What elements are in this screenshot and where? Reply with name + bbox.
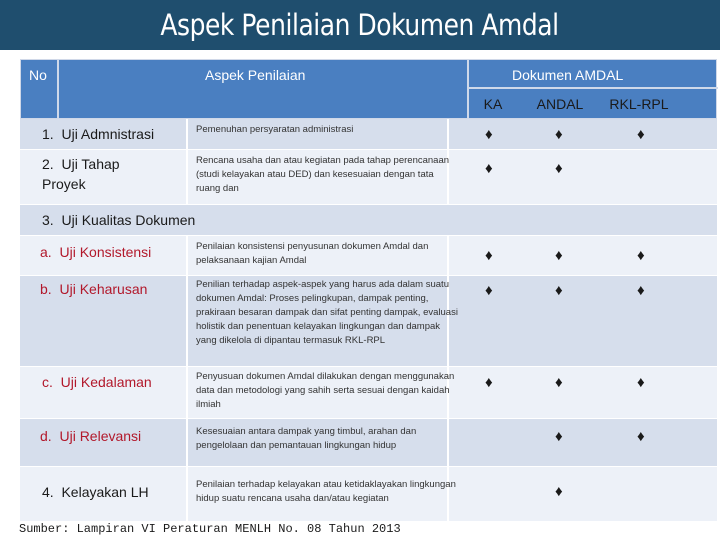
row-description: Kesesuaian antara dampak yang timbul, arahan dan pengelolaan dan pemantauan lingkungan hidup [196,426,417,451]
ka-mark-icon: ♦ [485,126,493,143]
andal-mark-icon: ♦ [555,483,563,500]
andal-mark-icon: ♦ [555,126,563,143]
page-title: Aspek Penilaian Dokumen Amdal [160,8,560,42]
row-description: Penyusuan dokumen Amdal dilakukan dengan menggunakan data dan metodologi yang sahih serta sesuai dengan kaidah ilmiah [196,371,455,410]
rkl-mark-icon: ♦ [637,247,645,264]
table-row-section [20,205,717,236]
table-row [20,119,717,150]
row-label: 4. Kelayakan LH [42,484,149,500]
row-label: 2. Uji Tahap Proyek [42,156,120,192]
rkl-mark-icon: ♦ [637,428,645,445]
row-label: c. Uji Kedalaman [42,374,152,390]
header-rkl-rpl: RKL-RPL [609,96,669,112]
row-description: Rencana usaha dan atau kegiatan pada tahap perencanaan (studi kelayakan atau DED) dan kesesuaian dengan tata ruang dan [196,155,450,194]
row-label: 1. Uji Admnistrasi [42,126,155,142]
row-description: Penilian terhadap aspek-aspek yang harus ada dalam suatu dokumen Amdal: Proses pelingkupan, dampak penting, prakiraan besaran dampak dan sifat penting dampak, evaluasi holistik dan penentuan kelayakan lingkungan dan dampak yang dikelola di dipantau termasuk RKL-RPL [196,279,458,346]
table-row [20,150,717,205]
title-bar [0,0,720,50]
table-row [20,276,717,367]
row-description: Pemenuhan persyaratan administrasi [196,124,354,135]
rkl-mark-icon: ♦ [637,126,645,143]
table-row [20,467,717,522]
table-header [20,59,717,119]
row-label: a. Uji Konsistensi [40,244,152,260]
ka-mark-icon: ♦ [485,160,493,177]
table-row [20,419,717,467]
header-ka: KA [483,96,503,112]
andal-mark-icon: ♦ [555,428,563,445]
row-label: 3. Uji Kualitas Dokumen [42,212,196,228]
ka-mark-icon: ♦ [485,282,493,299]
table-row [20,367,717,419]
rkl-mark-icon: ♦ [637,374,645,391]
header-divider [469,87,718,89]
row-description: Penilaian konsistensi penyusunan dokumen Amdal dan pelaksanaan kajian Amdal [196,241,429,266]
header-andal: ANDAL [536,96,584,112]
row-description: Penilaian terhadap kelayakan atau ketidaklayakan lingkungan hidup suatu rencana usaha dan/atau kegiatan [196,479,456,504]
andal-mark-icon: ♦ [555,282,563,299]
rkl-mark-icon: ♦ [637,282,645,299]
header-no: No [29,67,47,83]
andal-mark-icon: ♦ [555,247,563,264]
row-label: b. Uji Keharusan [40,281,148,297]
andal-mark-icon: ♦ [555,374,563,391]
table-row [20,236,717,276]
header-aspek: Aspek Penilaian [205,67,306,83]
ka-mark-icon: ♦ [485,247,493,264]
row-label: d. Uji Relevansi [40,428,142,444]
header-dokumen: Dokumen AMDAL [512,67,624,83]
header-divider [57,60,59,120]
andal-mark-icon: ♦ [555,160,563,177]
source-footnote: Sumber: Lampiran VI Peraturan MENLH No. 08 Tahun 2013 [19,522,404,536]
ka-mark-icon: ♦ [485,374,493,391]
